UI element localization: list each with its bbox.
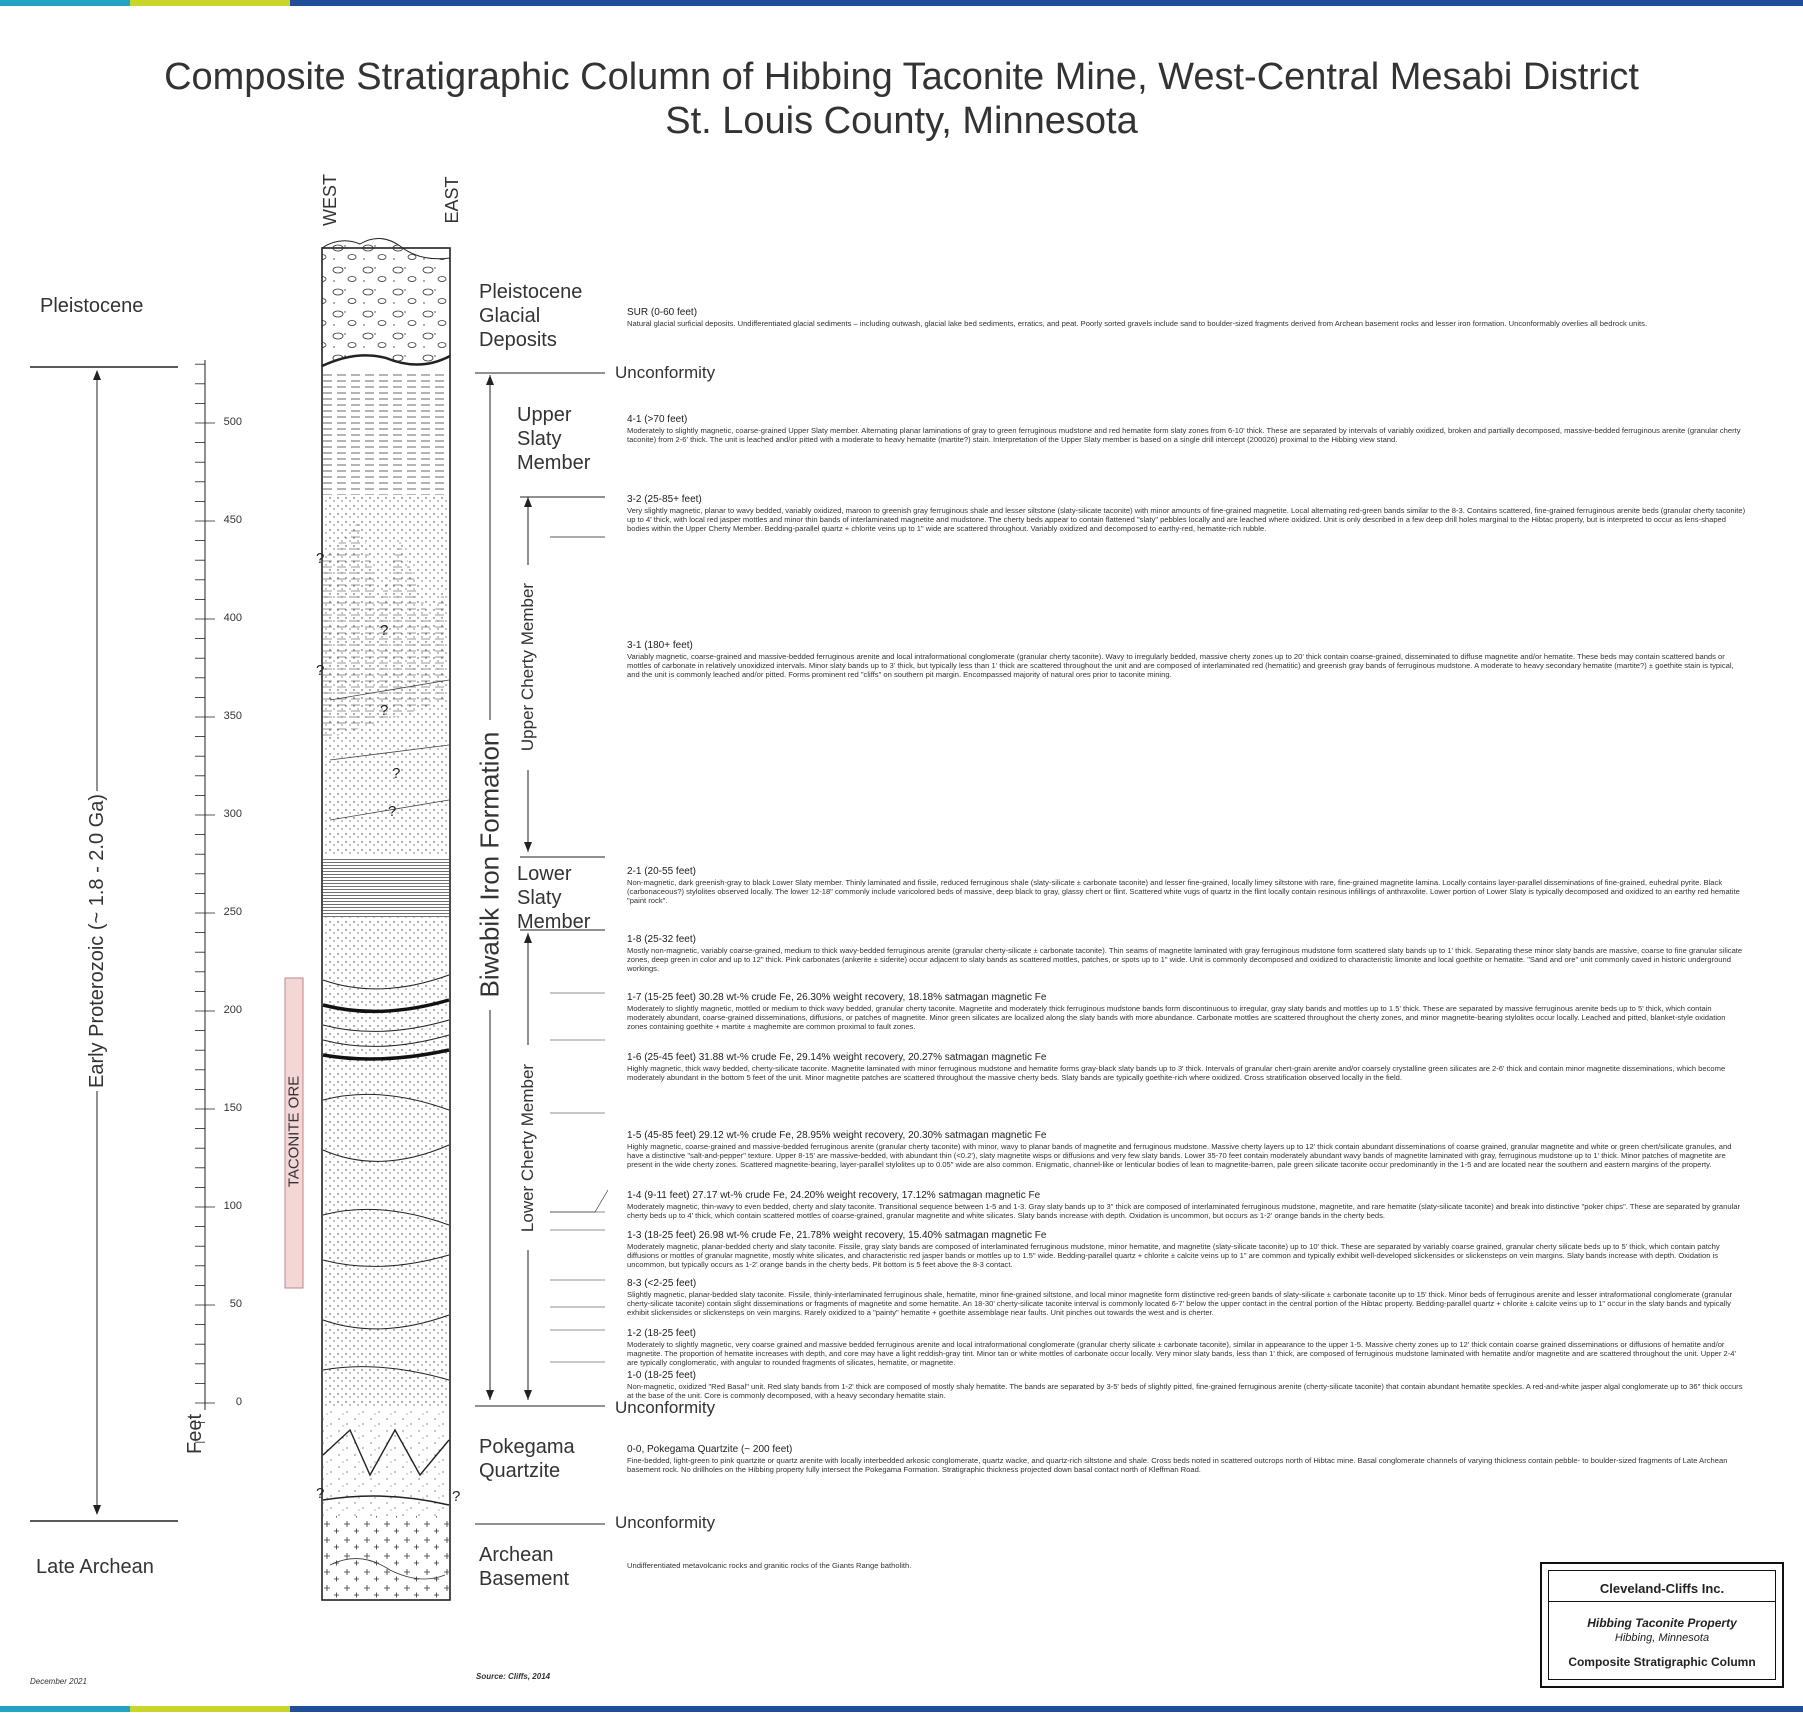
title-block [1540, 1562, 1784, 1688]
unit-desc-8-3: 8-3 (<2-25 feet) Slightly magnetic, planar-bedded slaty taconite. Fissile, thinly-interlaminated ferruginous shale, hematite, minor fine-grained siltstone, and local minor magnetite form distinctive red-green bands of slaty-silicate ± carbonate taconite up to 15' thick. Minor beds of ferruginous arenite and lesser intraformational conglomerate (granular cherty-silicate taconite) contain slight disseminations or fragments of magnetite and some hematite. An 18-30' cherty-silicate taconite interval is commonly located 6-7' below the upper contact in the central portion of the Hibtac property. Bedding-parallel quartz + chlorite ± calcite veins up to 1" occur in the slaty bands and typically exhibit slickensides or slickensteps on vein margins. Rarely oxidized to a "painty" hematite + goethite assemblage near faults. Unit pinches out towards the west and is cherter. [627, 1278, 1733, 1318]
unconformity-middle: Unconformity [615, 1398, 716, 1417]
unit-desc-3-2: 3-2 (25-85+ feet) Very slightly magnetic, planar to wavy bedded, variably oxidized, maroon to greenish gray ferruginous shale and lesser siltstone (slaty-silicate taconite) with minor amounts of fine-grained magnetite. Local alternating red-green bands similar to the 8-3. Contains scattered, fine-grained ferruginous arenite beds (granular cherty taconite) up to 4' thick, with local red jasper mottles and minor thin bands of interlaminated magnetite and mudstone. The cherty beds appear to contain flattened "slaty" pebbles locally and are leached where oxidized. Unit is only described in a few deep drill holes marginal to the Hibtac property, but is interpreted to occur as lens-shaped bodies within the Upper Cherty Member. Bedding-parallel quartz + chlorite veins up to 1" wide are scattered throughout. Variably oxidized and decomposed to earthy-red, hematite-rich rubble. [627, 494, 1746, 534]
scale-tick-label: 450 [223, 514, 242, 526]
unit-name-archean: Archean Basement [479, 1544, 570, 1590]
question-mark: ? [380, 702, 389, 719]
unit-desc-1-3: 1-3 (18-25 feet) 26.98 wt-% crude Fe, 21.78% weight recovery, 15.40% satmagan magnetic Fe Moderately magnetic, planar-bedded cherty and slaty taconite. Fissile, gray slaty bands are composed of interlaminated ferruginous mudstone, minor hematite, and magnetite (slaty-silicate taconite) up to 10' thick. These are separated by variably coarse grained, granular cherty silicate beds up to 5' thick, which contain patchy diffusions or mottles of granular magnetite, mostly white silicates, and characteristic red jasper bands or mottles up to 1.5" wide. Bedding-parallel quartz + chlorite ± calcite veins up to 1" are common and typically exhibit well-developed slickensides or slickensteps on vein margins. Slaty bands increase with depth. Oxidation is uncommon, but typically occurs as 1-2' orange bands in the cherty beds. Pit bottom is 5 feet above the 8-3 contact. [627, 1230, 1720, 1270]
company-name: Cleveland-Cliffs Inc. [1599, 1581, 1725, 1596]
unit-desc-1-8: 1-8 (25-32 feet) Mostly non-magnetic, variably coarse-grained, medium to thick wavy-bedded ferruginous arenite (granular cherty-silicate ± carbonate taconite). Thin seams of magnetite laminated with gray ferruginous mudstone form scattered slaty bands up to 1' thick. Separating these minor slaty bands are massive, coarse to fine granular silicate zones, deep green in color and up to 12" thick. Pink carbonates (ankerite ± siderite) occur adjacent to slaty bands as scattered mottles, patches, or spots up to 1" wide. Unit is commonly decomposed and oxidized to characteristic limonite and local goethite or hematite. "Sand and ore" unit commonly caved in historic underground workings. [627, 934, 1743, 974]
era-late-archean: Late Archean [36, 1556, 154, 1578]
question-mark: ? [316, 662, 325, 679]
unconformity-top: Unconformity [615, 363, 716, 382]
scale-tick-label: 500 [223, 416, 242, 428]
unit-name-upper-slaty: Upper Slaty Member [517, 404, 591, 474]
question-mark: ? [316, 550, 325, 567]
date-label: December 2021 [30, 1677, 87, 1686]
scale-tick-label: 350 [223, 710, 242, 722]
unit-name-lower-slaty: Lower Slaty Member [517, 863, 591, 933]
unit-name-glacial: Pleistocene Glacial Deposits [479, 281, 583, 351]
question-mark: ? [392, 765, 401, 782]
scale-tick-label: 200 [223, 1004, 242, 1016]
scale-tick-label: 0 [235, 1396, 242, 1408]
drawing-subject: Composite Stratigraphic Column [1568, 1655, 1756, 1669]
title-line-1: Composite Stratigraphic Column of Hibbing Taconite Mine, West-Central Mesabi District [164, 56, 1639, 98]
taconite-ore-label: TACONITE ORE [285, 1075, 303, 1188]
question-mark: ? [452, 1488, 461, 1505]
biwabik-formation-label: Biwabik Iron Formation [474, 731, 505, 998]
scale-tick-label: 50 [229, 1298, 242, 1310]
unit-desc-archean: Undifferentiated metavolcanic rocks and granitic rocks of the Giants Range batholith. [627, 1561, 912, 1570]
east-label: EAST [442, 176, 462, 224]
question-mark: ? [316, 1485, 325, 1502]
lower-cherty-member-label: Lower Cherty Member [518, 1063, 537, 1233]
unit-desc-sur: SUR (0-60 feet) Natural glacial surficial deposits. Undifferentiated glacial sediments – including outwash, glacial lake bed sediments, erratics, and peat. Poorly sorted gravels include sand to boulder-sized fragments derived from Archean basement rocks and lesser iron formation. Unconformably overlies all bedrock units. [627, 307, 1648, 328]
source-label: Source: Cliffs, 2014 [476, 1672, 551, 1681]
unit-name-pokegama: Pokegama Quartzite [479, 1436, 575, 1482]
property-name: Hibbing Taconite Property [1587, 1616, 1737, 1630]
west-label: WEST [320, 174, 340, 226]
unit-desc-pokegama: 0-0, Pokegama Quartzite (~ 200 feet) Fine-bedded, light-green to pink quartzite or quartz arenite with locally interbedded arkosic conglomerate, quartz wacke, and quartz-rich siltstone and shale. Cross beds noted in scattered outcrops north of Hibtac mine. Basal conglomerate channels of varying thickness contain pebble- to boulder-sized fragments of Late Archean basement rock. No drillholes on the Hibbing property fully intersect the Pokegama Formation. Stratigraphic thickness projected down basal contact north of Kleffman Road. [627, 1444, 1728, 1475]
scale-tick-label: 150 [223, 1102, 242, 1114]
scale-tick-label: 100 [223, 1200, 242, 1212]
question-mark: ? [380, 622, 389, 639]
upper-cherty-member-label: Upper Cherty Member [518, 582, 537, 752]
unit-desc-1-5: 1-5 (45-85 feet) 29.12 wt-% crude Fe, 28.95% weight recovery, 20.30% satmagan magnetic Fe Highly magnetic, coarse-grained and massive-bedded ferruginous arenite (granular cherty taconite) with minor, wavy to planar bands of magnetite and ferruginous mudstone. Massive cherty layers up to 12' thick contain abundant disseminations of coarse grained, granular magnetite and white or green chert/silicate granules, and have a distinctive "salt-and-pepper" texture. Upper 8-15' are massive-bedded, with abundant thin (<0.2'), slaty magnetite wisps or diffusions and very few slaty bands. Lower 35-70 feet contain moderately abundant wavy bands of magnetite laminated with gray, ferruginous mudstone up to 1' thick. Minor patches of magnetite are present in the wide cherty zones. Scattered magnetite-bearing, layer-parallel stylolites up to 0.05" wide are also common. Enigmatic, channel-like or lenticular bodies of lean to magnetite-barren, pale green silicate taconite occur predominantly in the 1-5 and are located near the southern and eastern margins of the property. [627, 1130, 1732, 1170]
title-line-2: St. Louis County, Minnesota [665, 100, 1138, 142]
scale-tick-label: 300 [223, 808, 242, 820]
unit-desc-3-1: 3-1 (180+ feet) Variably magnetic, coarse-grained and massive-bedded ferruginous arenite and local intraformational conglomerate (granular cherty taconite). Wavy to irregularly bedded, massive cherty zones up to 20' thick contain coarse-grained, disseminated to diffuse magnetite and/or hematite. These beds may contain scattered bands or mottles of carbonate in relatively unoxidized intervals. Minor slaty bands up to 3' thick, but typically less than 1' thick are scattered throughout the unit and are composed of interlaminated red (hematitic) and greenish gray bands of ferruginous mudstone. A moderate to heavy secondary hematite (martite?) ± goethite stain is typical, and the unit is commonly leached and/or pitted. Forms prominent red "cliffs" on southern pit margin. Encompassed majority of natural ores prior to taconite mining. [627, 640, 1734, 680]
unit-desc-1-7: 1-7 (15-25 feet) 30.28 wt-% crude Fe, 26.30% weight recovery, 18.18% satmagan magnetic Fe Moderately to slightly magnetic, mottled or medium to thick wavy bedded, granular cherty taconite. Magnetite and moderately thick ferruginous mudstone bands form discontinuous to irregular, gray slaty bands and mottles up to 1.5' thick. These are separated by massive ferruginous arenite beds up to 5' thick, which contain moderately abundant, coarse-grained disseminations, diffusions, or patches of magnetite. Minor green silicates are localized along the slaty bands with more abundance. Carbonate mottles are scattered throughout the cherty zones, and minor magnetite-bearing stylolites occur locally. Leached and pitted, blanket-style oxidation zones containing goethite + martite ± maghemite are common proximal to fault zones. [627, 992, 1726, 1032]
property-location: Hibbing, Minnesota [1614, 1632, 1710, 1644]
unconformity-bottom: Unconformity [615, 1513, 716, 1532]
unit-desc-1-0: 1-0 (18-25 feet) Non-magnetic, oxidized "Red Basal" unit. Red slaty bands from 1-2' thick are composed of mostly shaly hematite. The bands are separated by 3-5' beds of slightly pitted, fine-grained ferruginous arenite (cherty-silicate taconite) that contain abundant hematite speckles. A red-and-white jasper algal conglomerate up to 36" thick occurs at the base of the unit. Core is commonly decomposed, with a heavy secondary hematite stain. [627, 1370, 1743, 1401]
scale-unit-label: Feet [184, 1413, 206, 1454]
unit-desc-1-6: 1-6 (25-45 feet) 31.88 wt-% crude Fe, 29.14% weight recovery, 20.27% satmagan magnetic Fe Highly magnetic, thick wavy bedded, cherty-silicate taconite. Magnetite laminated with minor ferruginous mudstone and hematite forms gray-black slaty bands up to 3' thick. Intervals of granular chert-grain arenite and/or coarsely crystalline green silicates are 2-6' thick and contain minor magnetite disseminations, which become moderately abundant in the bottom 5 feet of the unit. Minor magnetite patches are scattered throughout the massive cherty beds. Slaty bands are typically goethite-rich where oxidized. Cross stratification observed locally in the field. [627, 1052, 1726, 1083]
era-early-proterozoic: Early Proterozoic (~ 1.8 - 2.0 Ga) [85, 791, 109, 1091]
era-pleistocene: Pleistocene [40, 295, 144, 317]
scale-tick-label: 250 [223, 906, 242, 918]
question-mark: ? [388, 803, 397, 820]
unit-desc-2-1: 2-1 (20-55 feet) Non-magnetic, dark greenish-gray to black Lower Slaty member. Thinly laminated and fissile, reduced ferruginous shale (slaty-silicate ± carbonate taconite) and lesser fine-grained, locally limey siltstone with rare, fine-grained magnetite lamina. Locally contains layer-parallel disseminations of fine-grained, euhedral pyrite. Black (carbonaceous?) stylolites observed locally. The lower 12-18" commonly include varicolored beds of massive, deep black to gray, glassy chert or flint. Scattered white vugs of quartz in the flint locally contain resinous infillings of anthraxolite. Lower portion of Lower Slaty is typically decomposed and oxidized to an earthy red hematite "paint rock". [627, 866, 1740, 906]
unit-desc-4-1: 4-1 (>70 feet) Moderately to slightly magnetic, coarse-grained Upper Slaty member. Alternating planar laminations of gray to green ferruginous mudstone and red hematite form slaty zones from 6-10' thick. These are separated by intervals of variably oxidized, broken and partially decomposed, massive-bedded ferruginous arenite (granular cherty taconite) from 2-6' thick. The unit is leached and/or pitted with a moderate to heavy hematite (martite?) stain. Interpretation of the Upper Slaty member is based on a single drill intercept (200026) proximal to the Hibbing view stand. [627, 414, 1741, 445]
scale-tick-label: 400 [223, 612, 242, 624]
unit-desc-1-4: 1-4 (9-11 feet) 27.17 wt-% crude Fe, 24.20% weight recovery, 17.12% satmagan magnetic Fe Moderately magnetic, thin-wavy to even bedded, cherty and slaty taconite. Transitional sequence between 1-5 and 1-3. Gray slaty bands up to 3" thick are composed of interlaminated ferruginous mudstone, magnetite, and rare hematite (slaty-silicate taconite) and break into distinctive "poker chips". These are separated by granular cherty beds up to 4' thick, which contain scattered mottles of coarse-grained, granular magnetite and white silicates. Slaty bands increase with depth. Oxidation is uncommon, but occurs as 1-2' orange bands in the cherty beds. [627, 1190, 1741, 1221]
unit-desc-1-2: 1-2 (18-25 feet) Moderately to slightly magnetic, very coarse grained and massive bedded ferruginous arenite and local intraformational conglomerate (granular cherty silicate ± carbonate taconite), similar in appearance to the upper 1-5. Massive cherty zones up to 12' thick contain coarse grained disseminations or diffusions of hematite and/or magnetite. The proportion of hematite increases with depth, and core may have a light reddish-gray tint. Minor tan or white mottles of carbonate occur locally. Very minor slaty bands, less than 1' thick, are composed of ferruginous mudstone laminated with hematite and/or magnetite and are scattered throughout the unit. Upper 2-4' are typically conglomeratic, with angular to rounded fragments of silicates, hematite, or magnetite. [627, 1328, 1736, 1368]
